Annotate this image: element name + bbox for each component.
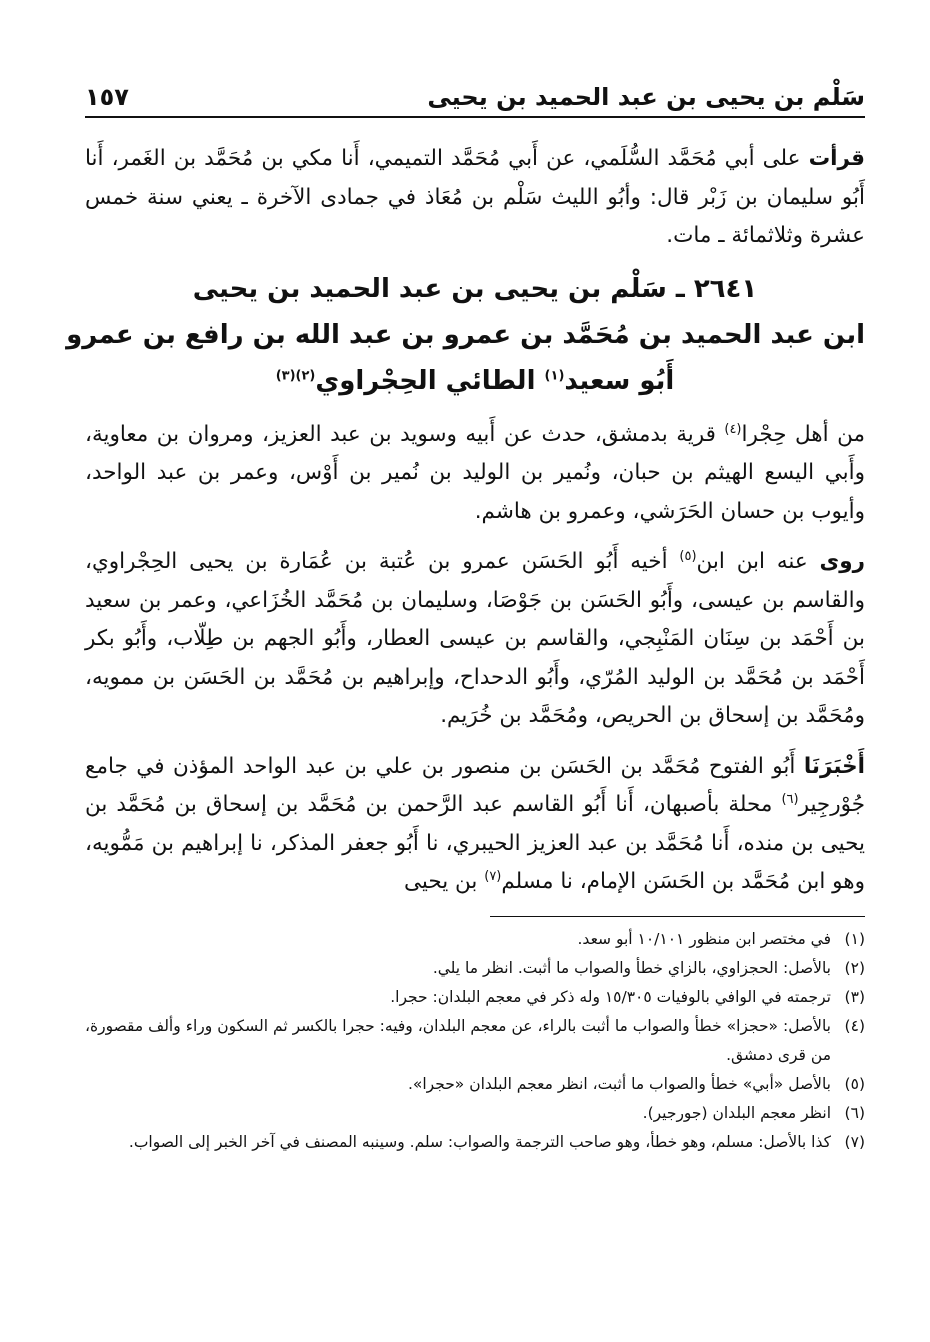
footnote-divider xyxy=(490,916,865,917)
origin-paragraph xyxy=(85,416,865,532)
footnote-ref-1[interactable]: (١) xyxy=(544,367,565,383)
footnote-text: بالأصل: «حجزا» خطأ والصواب ما أثبت بالراء، عن معجم البلدان، وفيه: حجرا بالكسر ثم السكون وراء وألف مقصورة، من قرى دمشق. xyxy=(85,1016,831,1064)
narrators-lead: روى xyxy=(819,549,865,574)
footnote-number: (١) xyxy=(844,929,865,948)
entry-title xyxy=(66,266,865,404)
narrators-text-b: أخيه أَبُو الحَسَن عمرو بن عُتبة بن عُمَارة بن يحيى الحِجْراوي، والقاسم بن عيسى، وأَبُو الحَسَن بن جَوْصَا، وسليمان بن مُحَمَّد الخُزَاعي، وعمر بن سعيد بن أَحْمَد بن سِنَان المَنْبِجي، والقاسم بن عيسى العطار، وأَبُو الجهم بن طِلّاب، وأَبُو بكر أَحْمَد بن مُحَمَّد بن الوليد المُرّي، وأَبُو الدحداح، وإبراهيم بن مُحَمَّد بن الحَسَن بن ممويه، ومُحَمَّد بن إسحاق بن الحريص، ومُحَمَّد بن خُرَيم. xyxy=(85,549,865,728)
footnote xyxy=(85,983,865,1012)
akhbarana-paragraph xyxy=(85,748,865,902)
intro-text: على أبي مُحَمَّد السُّلَمي، عن أَبي مُحَمَّد التميمي، أَنا مكي بن مُحَمَّد بن الغَمر، أَنا أَبُو سليمان بن زَبْر قال: وأبُو الليث سَلْم بن مُعَاذ في جمادى الآخرة ـ يعني سنة خمس عشرة وثلاثمائة ـ مات. xyxy=(85,146,865,248)
footnotes xyxy=(85,925,865,1157)
origin-text-a: من أهل حِجْرا xyxy=(741,421,865,447)
footnote-number: (٤) xyxy=(844,1016,865,1035)
intro-lead: قرأت xyxy=(808,146,865,171)
footnote xyxy=(85,1128,865,1157)
footnote-ref-4[interactable]: (٤) xyxy=(724,421,742,437)
entry-title-line-3 xyxy=(85,358,865,404)
akhbarana-text-c: بن يحيى xyxy=(403,869,485,894)
footnote-ref-5[interactable]: (٥) xyxy=(679,548,697,564)
entry-title-line-1: ٢٦٤١ ـ سَلْم بن يحيى بن عبد الحميد بن يحيى xyxy=(192,273,758,304)
footnote-ref-7[interactable]: (٧) xyxy=(484,868,502,884)
footnote xyxy=(85,954,865,983)
akhbarana-text-a: أَبُو الفتوح مُحَمَّد بن الحَسَن بن منصور بن علي بن عبد الواحد المؤذن في جامع جُوْرجِير xyxy=(85,753,865,817)
book-page xyxy=(66,74,865,1157)
entry-title-kunya: أَبُو سعيد xyxy=(564,365,675,396)
footnote-text: في مختصر ابن منظور ١٠/١٠١ أبو سعد. xyxy=(577,929,831,948)
akhbarana-lead: أَخْبَرَنَا xyxy=(803,753,865,779)
footnote-text: كذا بالأصل: مسلم، وهو خطأ، وهو صاحب الترجمة والصواب: سلم. وسينبه المصنف في آخر الخبر إلى الصواب. xyxy=(128,1132,831,1151)
footnote-text: انظر معجم البلدان (جورجير). xyxy=(642,1103,831,1122)
footnote-ref-2-3[interactable]: (٢)(٣) xyxy=(275,367,316,383)
footnote-text: بالأصل: الحجزاوي، بالزاي خطأ والصواب ما أثبت. انظر ما يلي. xyxy=(432,958,831,977)
footnote-number: (٦) xyxy=(844,1103,865,1122)
narrators-paragraph xyxy=(85,543,865,736)
entry-title-line-2: ابن عبد الحميد بن مُحَمَّد بن عمرو بن عبد الله بن رافع بن عمرو xyxy=(66,319,865,350)
footnote xyxy=(85,1099,865,1128)
narrators-text-a: عنه ابن ابن xyxy=(696,549,820,574)
footnote-text: ترجمته في الوافي بالوفيات ١٥/٣٠٥ وله ذكر في معجم البلدان: حجرا. xyxy=(390,987,831,1006)
footnote-number: (٧) xyxy=(844,1132,865,1151)
origin-text-b: قرية بدمشق، حدث عن أَبيه وسويد بن عبد العزيز، ومروان بن معاوية، وأَبي اليسع الهيثم بن حبان، ونُمير بن الوليد بن نُمير بن أَوْس، وعمر بن عبد الواحد، وأيوب بن حسان الحَرَشي، وعمرو بن هاشم. xyxy=(85,421,865,524)
footnote xyxy=(85,1012,865,1070)
akhbarana-text-b: محلة بأصبهان، أَنا أَبُو القاسم عبد الرَّحمن بن مُحَمَّد بن إسحاق بن مُحَمَّد بن يحيى بن منده، أَنا مُحَمَّد بن عبد العزيز الحيبري، نا أَبُو جعفر المذكر، نا إبراهيم بن مَمُّويه، وهو ابن مُحَمَّد بن الحَسَن الإمام، نا مسلم xyxy=(85,792,865,894)
intro-paragraph xyxy=(85,140,865,256)
footnote xyxy=(85,1070,865,1099)
footnote-ref-6[interactable]: (٦) xyxy=(781,791,799,807)
footnote-number: (٥) xyxy=(844,1074,865,1093)
entry-title-nisba: الطائي الحِجْراوي xyxy=(315,365,545,396)
footnote-text: بالأصل «أبي» خطأ والصواب ما أثبت، انظر معجم البلدان «حجرا». xyxy=(407,1074,831,1093)
running-header xyxy=(85,74,865,118)
page-number: ١٥٧ xyxy=(85,83,129,111)
footnote-number: (٣) xyxy=(844,987,865,1006)
footnote-number: (٢) xyxy=(844,958,865,977)
header-title: سَلْم بن يحيى بن عبد الحميد بن يحيى xyxy=(427,83,865,111)
footnote xyxy=(85,925,865,954)
